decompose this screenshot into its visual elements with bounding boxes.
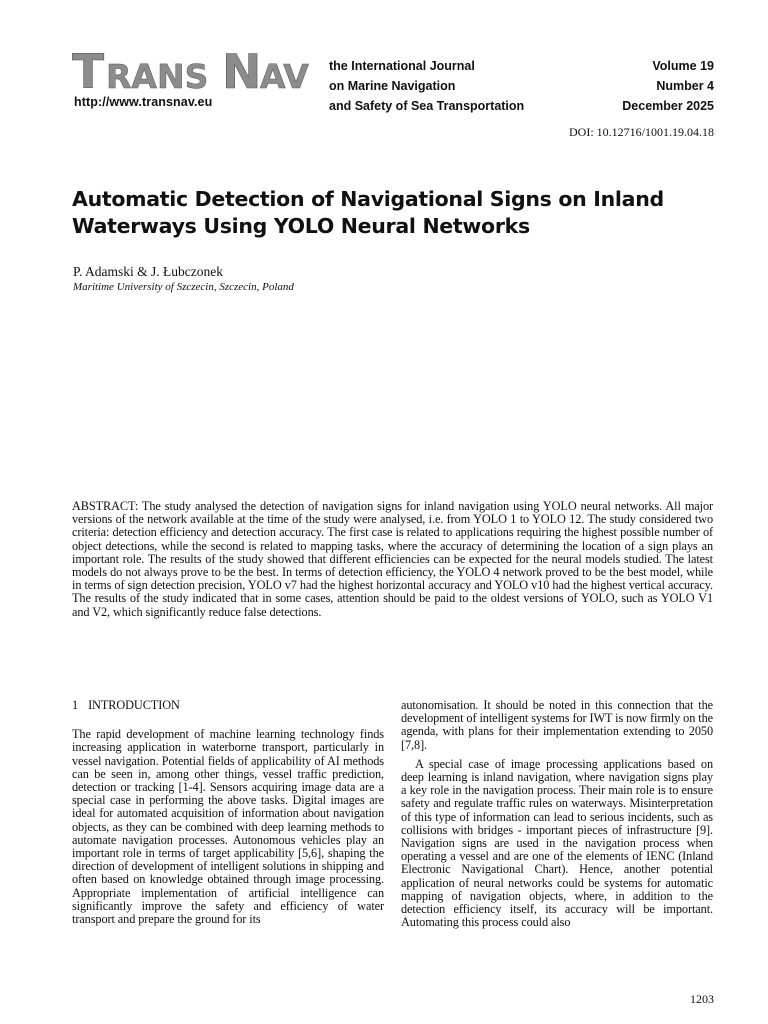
section-heading: [72, 699, 384, 712]
svg-text:N: N: [222, 45, 262, 100]
svg-text:RANS: RANS: [106, 57, 209, 96]
journal-line-2: on Marine Navigation: [329, 79, 456, 93]
authors: P. Adamski & J. Łubczonek: [73, 264, 223, 279]
paper-title: Automatic Detection of Navigational Signs on Inland Waterways Using YOLO Neural Networks: [72, 187, 664, 238]
affiliation: Maritime University of Szczecin, Szczecin, Poland: [73, 281, 294, 293]
journal-url[interactable]: http://www.transnav.eu: [74, 95, 213, 109]
section-title: INTRODUCTION: [88, 698, 180, 712]
volume: Volume 19: [652, 59, 714, 73]
journal-line-3: and Safety of Sea Transportation: [329, 99, 525, 113]
body-column-left: [72, 699, 384, 926]
journal-line-1: the International Journal: [329, 59, 475, 73]
svg-text:T: T: [72, 45, 105, 100]
transnav-logo-graphic: [72, 44, 332, 100]
page-number: 1203: [690, 992, 714, 1006]
svg-text:AV: AV: [260, 57, 309, 96]
section-number: 1: [72, 698, 79, 712]
transnav-logo: [72, 44, 332, 100]
doi: DOI: 10.12716/1001.19.04.18: [569, 125, 714, 139]
abstract: ABSTRACT: The study analysed the detection of navigation signs for inland navigation using YOLO neural networks. All major versions of the network available at the time of the study were analysed, i.e. from YOLO 1 to YOLO 12. The study considered two criteria: detection efficiency and detection accuracy. The first case is related to applications requiring the highest possible number of object detections, while the second is related to mapping tasks, where the accuracy of determining the location of a sign plays an important role. The results of the study showed that different efficiencies can be expected for the neural models studied. The latest models do not always prove to be the best. In terms of detection efficiency, the YOLO 4 network proved to be the best model, while in terms of sign detection precision, YOLO v7 had the highest horizontal accuracy and YOLO v10 had the highest vertical accuracy. The results of the study indicated that in some cases, attention should be paid to the oldest versions of YOLO, such as YOLO V1 and V2, which significantly reduce false detections.: [72, 499, 713, 619]
issue-number: Number 4: [656, 79, 714, 93]
journal-name: [329, 56, 524, 116]
paragraph: A special case of image processing applications based on deep learning is inland navigation, where navigation signs play a key role in the navigation process. Their main role is to ensure safety and regulate traffic rules on waterways. Misinterpretation of this type of information can lead to serious incidents, such as collisions with bridges - important pieces of infrastructure [9]. Navigation signs are used in the navigation process when operating a vessel and are one of the elements of IENC (Inland Electronic Navigational Chart). Hence, another potential application of neural networks could be systems for automatic mapping of navigation objects, where, in addition to the detection efficiency itself, its accuracy will be important. Automating this process could also: [401, 756, 713, 930]
paragraph: autonomisation. It should be noted in this connection that the development of intelligent systems for IWT is now firmly on the agenda, with plans for their implementation extending to 2050 [7,8].: [401, 698, 713, 752]
paragraph: The rapid development of machine learning technology finds increasing application in waterborne transport, particularly in vessel navigation. Potential fields of applicability of AI methods can be seen in, among other things, vessel traffic prediction, detection or tracking [1-4]. Sensors acquiring image data are a special case in performing the above tasks. Digital images are ideal for automated acquisition of information about navigation objects, as they can be combined with deep learning methods to automate navigation processes. Autonomous vehicles play an important role in terms of target applicability [5,6], shaping the direction of development of intelligent solutions in shipping and often based on knowledge obtained through image processing. Appropriate implementation of artificial intelligence can significantly improve the safety and efficiency of water transport and prepare the ground for its: [72, 727, 384, 927]
issue-date: December 2025: [622, 99, 714, 113]
body-column-right: [401, 699, 713, 929]
issue-info: [622, 56, 714, 116]
